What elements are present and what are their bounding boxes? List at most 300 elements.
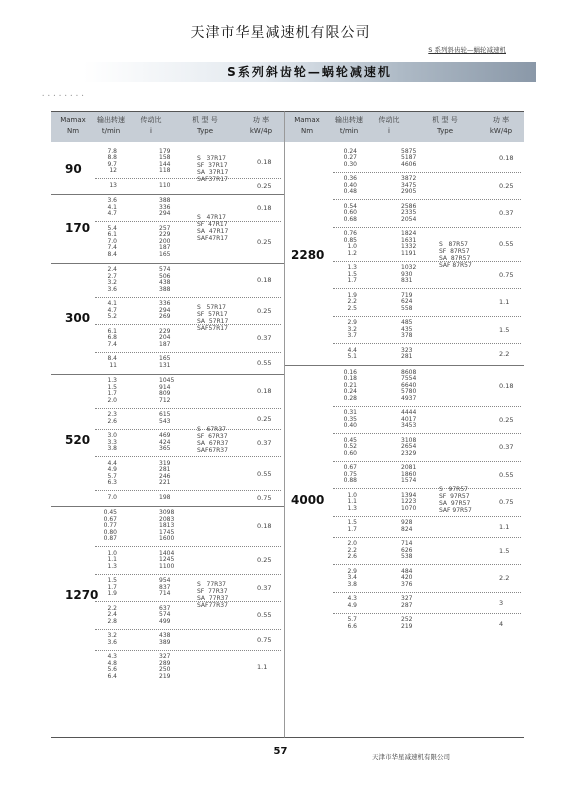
ratio-cell bbox=[159, 510, 174, 543]
ratio-value: 4606 bbox=[401, 160, 417, 168]
ratio-value: 624 bbox=[401, 298, 413, 305]
output-speed-value: 0.45 bbox=[103, 509, 117, 516]
footer-company: 天津市华星减速机有限公司 bbox=[372, 753, 450, 761]
power-value: 0.37 bbox=[499, 443, 514, 452]
output-speed-value: 0.24 bbox=[343, 147, 357, 155]
output-speed-value: 3.6 bbox=[107, 197, 117, 204]
output-speed-cell bbox=[337, 438, 357, 458]
ratio-cell bbox=[401, 370, 416, 403]
ratio-value: 388 bbox=[159, 197, 171, 204]
output-speed-value: 1.2 bbox=[347, 249, 357, 257]
ratio-value: 294 bbox=[159, 306, 171, 314]
ratio-value: 928 bbox=[401, 519, 413, 526]
title-banner bbox=[83, 62, 536, 82]
ratio-cell bbox=[159, 606, 170, 626]
row-divider bbox=[333, 433, 521, 434]
output-speed-value: 0.28 bbox=[343, 394, 357, 402]
row-divider bbox=[333, 564, 521, 565]
power-value: 1.1 bbox=[499, 522, 510, 531]
output-speed-value: 0.67 bbox=[343, 464, 357, 471]
output-speed-cell bbox=[97, 226, 117, 259]
output-speed-value: 0.27 bbox=[343, 154, 357, 161]
output-speed-value: 6.6 bbox=[347, 622, 357, 630]
model-type: SA 77R37 bbox=[197, 595, 229, 602]
ratio-value: 294 bbox=[159, 210, 171, 217]
output-speed-value: 0.87 bbox=[103, 535, 117, 542]
company-name: 天津市华星减速机有限公司 bbox=[190, 25, 371, 41]
ratio-value: 5780 bbox=[401, 388, 417, 395]
ratio-value: 7554 bbox=[401, 375, 417, 382]
output-speed-value: 0.48 bbox=[343, 188, 357, 195]
ratio-value: 438 bbox=[159, 632, 171, 639]
max-torque-value: 170 bbox=[65, 221, 91, 235]
model-type: SA 47R17 bbox=[197, 228, 229, 235]
model-type: SA 57R17 bbox=[197, 318, 229, 325]
row-divider bbox=[333, 343, 521, 344]
row-divider bbox=[333, 461, 521, 462]
header-torque: Mamax Nm bbox=[294, 116, 320, 135]
max-torque-value: 520 bbox=[65, 432, 91, 447]
output-speed-value: 0.30 bbox=[343, 160, 357, 168]
ratio-value: 319 bbox=[159, 459, 171, 467]
output-speed-value: 0.40 bbox=[343, 422, 357, 429]
ratio-value: 336 bbox=[159, 300, 171, 307]
output-speed-value: 2.2 bbox=[347, 298, 357, 305]
ratio-value: 1394 bbox=[401, 491, 417, 499]
output-speed-value: 0.36 bbox=[343, 175, 357, 182]
model-type: SAF77R37 bbox=[197, 602, 228, 609]
max-torque-value: 4000 bbox=[291, 492, 325, 507]
torque-group bbox=[51, 264, 284, 373]
ratio-value: 2329 bbox=[401, 449, 417, 457]
ratio-value: 1745 bbox=[159, 528, 175, 536]
ratio-cell bbox=[159, 433, 170, 453]
output-speed-value: 0.67 bbox=[103, 515, 117, 523]
output-speed-value: 6.3 bbox=[107, 479, 117, 486]
output-speed-value: 4.4 bbox=[347, 346, 357, 354]
ratio-value: 574 bbox=[159, 266, 171, 273]
ratio-value: 281 bbox=[401, 353, 413, 360]
ratio-value: 558 bbox=[401, 304, 413, 312]
model-type-list bbox=[197, 214, 228, 242]
output-speed-value: 1.0 bbox=[347, 243, 357, 250]
output-speed-value: 1.0 bbox=[347, 491, 357, 499]
output-speed-cell bbox=[97, 461, 117, 487]
ratio-value: 1045 bbox=[159, 377, 175, 384]
output-speed-value: 5.7 bbox=[347, 616, 357, 623]
output-speed-value: 0.40 bbox=[343, 181, 357, 189]
torque-group bbox=[51, 507, 284, 684]
ratio-value: 837 bbox=[159, 583, 171, 591]
power-value: 0.18 bbox=[257, 203, 272, 212]
ratio-value: 219 bbox=[159, 672, 171, 680]
output-speed-value: 1.5 bbox=[347, 519, 357, 526]
output-speed-value: 2.6 bbox=[107, 417, 117, 425]
torque-group bbox=[51, 145, 284, 193]
model-type: SAF 87R57 bbox=[439, 261, 472, 269]
ratio-value: 712 bbox=[159, 396, 171, 404]
header-power: 功 率 kW/4p bbox=[249, 116, 273, 135]
output-speed-cell bbox=[97, 578, 117, 598]
power-value: 0.75 bbox=[499, 270, 514, 279]
ratio-value: 954 bbox=[159, 577, 171, 584]
ratio-value: 1404 bbox=[159, 549, 175, 557]
ratio-value: 376 bbox=[401, 580, 413, 588]
ratio-value: 323 bbox=[401, 346, 413, 354]
ratio-value: 6640 bbox=[401, 381, 417, 389]
power-value: 0.55 bbox=[257, 611, 272, 620]
row-divider bbox=[95, 490, 281, 491]
row-divider bbox=[95, 574, 281, 575]
ratio-value: 2054 bbox=[401, 215, 417, 223]
ratio-value: 499 bbox=[159, 617, 171, 625]
ratio-value: 930 bbox=[401, 270, 413, 278]
ratio-value: 2905 bbox=[401, 188, 417, 195]
power-value: 2.2 bbox=[499, 574, 510, 583]
max-torque-value: 300 bbox=[65, 311, 91, 325]
output-speed-cell bbox=[97, 495, 117, 502]
output-speed-value: 6.1 bbox=[107, 231, 117, 238]
ratio-value: 3453 bbox=[401, 422, 417, 429]
ratio-cell bbox=[159, 551, 174, 571]
row-divider bbox=[95, 178, 281, 179]
output-speed-cell bbox=[97, 183, 117, 190]
ratio-cell bbox=[159, 198, 170, 218]
model-type: SF 87R57 bbox=[439, 247, 470, 255]
output-speed-cell bbox=[337, 149, 357, 169]
page-number: 57 bbox=[273, 746, 288, 757]
output-speed-value: 5.2 bbox=[107, 313, 117, 320]
row-divider bbox=[95, 352, 281, 353]
output-speed-value: 1.7 bbox=[107, 390, 117, 397]
ratio-cell bbox=[159, 226, 170, 259]
power-value: 0.55 bbox=[257, 358, 272, 367]
output-speed-cell bbox=[337, 520, 357, 533]
ratio-value: 719 bbox=[401, 291, 413, 299]
output-speed-value: 0.16 bbox=[343, 368, 357, 376]
output-speed-cell bbox=[337, 541, 357, 561]
max-torque-value: 1270 bbox=[65, 588, 99, 602]
power-value: 0.55 bbox=[499, 240, 514, 248]
row-divider bbox=[95, 221, 281, 222]
output-speed-value: 1.9 bbox=[107, 590, 117, 597]
output-speed-value: 6.8 bbox=[107, 334, 117, 341]
ratio-value: 506 bbox=[159, 272, 171, 280]
row-divider bbox=[95, 650, 281, 651]
power-value: 0.25 bbox=[499, 415, 514, 424]
output-speed-value: 0.24 bbox=[343, 388, 357, 395]
header-power: 功 率 kW/4p bbox=[489, 116, 513, 135]
output-speed-value: 1.0 bbox=[107, 549, 117, 557]
model-type-list bbox=[197, 304, 228, 332]
spec-table-left bbox=[51, 111, 284, 738]
power-value: 0.37 bbox=[257, 334, 272, 343]
ratio-value: 1100 bbox=[159, 562, 175, 570]
output-speed-value: 3.8 bbox=[107, 445, 117, 452]
ratio-value: 327 bbox=[159, 653, 171, 660]
output-speed-cell bbox=[337, 176, 357, 196]
power-value: 0.18 bbox=[257, 276, 272, 284]
output-speed-value: 1.9 bbox=[347, 291, 357, 299]
ratio-cell bbox=[159, 412, 170, 425]
output-speed-value: 0.54 bbox=[343, 202, 357, 210]
output-speed-value: 11 bbox=[109, 361, 117, 369]
output-speed-value: 4.9 bbox=[107, 466, 117, 473]
output-speed-cell bbox=[97, 433, 117, 453]
ratio-value: 615 bbox=[159, 411, 171, 418]
output-speed-value: 5.1 bbox=[347, 353, 357, 360]
output-speed-cell bbox=[97, 149, 117, 175]
series-subtitle: S 系列斜齿轮—蜗轮减速机 bbox=[428, 46, 506, 54]
ratio-cell bbox=[159, 378, 174, 404]
output-speed-value: 2.9 bbox=[347, 319, 357, 326]
power-value: 0.25 bbox=[257, 237, 272, 246]
power-value: 1.1 bbox=[499, 298, 510, 307]
output-speed-value: 1.7 bbox=[107, 583, 117, 591]
output-speed-cell bbox=[337, 617, 357, 630]
output-speed-value: 0.85 bbox=[343, 236, 357, 244]
output-speed-value: 0.52 bbox=[343, 443, 357, 450]
output-speed-cell bbox=[97, 378, 117, 404]
model-type: S 37R17 bbox=[197, 154, 226, 162]
ratio-value: 714 bbox=[159, 590, 171, 597]
row-divider bbox=[333, 592, 521, 593]
ratio-value: 2654 bbox=[401, 443, 417, 450]
output-speed-value: 4.3 bbox=[107, 653, 117, 660]
output-speed-value: 1.5 bbox=[347, 270, 357, 278]
output-speed-cell bbox=[337, 293, 357, 313]
output-speed-value: 1.1 bbox=[107, 556, 117, 563]
ratio-value: 809 bbox=[159, 390, 171, 397]
model-type: SF 37R17 bbox=[197, 161, 228, 169]
power-value: 3 bbox=[499, 598, 504, 607]
ratio-cell bbox=[401, 265, 416, 285]
power-value: 0.37 bbox=[499, 209, 514, 218]
output-speed-value: 2.0 bbox=[107, 396, 117, 404]
row-divider bbox=[333, 288, 521, 289]
ratio-value: 626 bbox=[401, 546, 413, 554]
header-torque: Mamax Nm bbox=[60, 116, 86, 135]
spec-table-right bbox=[284, 111, 524, 738]
output-speed-cell bbox=[337, 410, 357, 430]
ratio-value: 388 bbox=[159, 285, 171, 293]
ratio-value: 3872 bbox=[401, 175, 417, 182]
ratio-value: 1332 bbox=[401, 243, 417, 250]
ratio-cell bbox=[401, 231, 416, 257]
ratio-value: 1631 bbox=[401, 236, 417, 244]
ratio-cell bbox=[159, 356, 170, 369]
max-torque-value: 90 bbox=[65, 161, 82, 176]
ratio-cell bbox=[401, 596, 412, 609]
ratio-value: 1032 bbox=[401, 264, 417, 271]
output-speed-value: 0.75 bbox=[343, 470, 357, 478]
ratio-value: 287 bbox=[401, 601, 413, 609]
ratio-value: 144 bbox=[159, 160, 171, 168]
model-type: S 97R57 bbox=[439, 485, 468, 493]
ratio-cell bbox=[159, 633, 170, 646]
output-speed-value: 3.4 bbox=[347, 574, 357, 581]
output-speed-value: 1.5 bbox=[107, 383, 117, 391]
ratio-value: 327 bbox=[401, 595, 413, 602]
ratio-value: 281 bbox=[159, 466, 171, 473]
power-value: 0.25 bbox=[499, 181, 514, 190]
model-type: SF 77R37 bbox=[197, 588, 228, 595]
ratio-value: 110 bbox=[159, 181, 171, 189]
output-speed-value: 5.6 bbox=[107, 666, 117, 673]
ratio-cell bbox=[159, 578, 170, 598]
power-value: 0.75 bbox=[499, 498, 514, 507]
ratio-value: 158 bbox=[159, 154, 171, 161]
row-divider bbox=[333, 516, 521, 517]
output-speed-value: 0.21 bbox=[343, 381, 357, 389]
ratio-cell bbox=[401, 493, 416, 513]
ratio-value: 229 bbox=[159, 231, 171, 238]
ratio-value: 485 bbox=[401, 319, 413, 326]
output-speed-value: 8.8 bbox=[107, 154, 117, 161]
ratio-value: 2081 bbox=[401, 464, 417, 471]
power-value: 0.18 bbox=[257, 157, 272, 166]
ratio-value: 365 bbox=[159, 445, 171, 452]
model-type-list bbox=[439, 241, 472, 269]
output-speed-value: 4.3 bbox=[347, 595, 357, 602]
row-divider bbox=[333, 199, 521, 200]
banner-title: S系列斜齿轮—蜗轮减速机 bbox=[227, 65, 392, 79]
ratio-value: 637 bbox=[159, 604, 171, 612]
model-type: SA 67R37 bbox=[197, 439, 229, 447]
ratio-value: 289 bbox=[159, 659, 171, 667]
output-speed-value: 2.0 bbox=[347, 540, 357, 547]
ratio-value: 424 bbox=[159, 438, 171, 446]
power-value: 2.2 bbox=[499, 350, 510, 358]
power-value: 0.18 bbox=[499, 154, 514, 163]
output-speed-value: 2.5 bbox=[347, 304, 357, 312]
output-speed-value: 2.4 bbox=[107, 266, 117, 273]
model-type: SF 57R17 bbox=[197, 311, 228, 318]
ratio-value: 179 bbox=[159, 147, 171, 155]
model-type: SAF37R17 bbox=[197, 175, 228, 183]
output-speed-value: 2.6 bbox=[347, 553, 357, 560]
ratio-value: 165 bbox=[159, 250, 171, 258]
header-type: 机 型 号 Type bbox=[432, 116, 458, 135]
ratio-cell bbox=[401, 410, 416, 430]
row-divider bbox=[333, 406, 521, 407]
power-value: 1.5 bbox=[499, 546, 510, 555]
power-value: 0.37 bbox=[257, 583, 272, 592]
ratio-value: 435 bbox=[401, 325, 413, 333]
power-value: 0.18 bbox=[499, 381, 514, 390]
output-speed-value: 0.77 bbox=[103, 522, 117, 529]
ratio-value: 2586 bbox=[401, 202, 417, 210]
torque-group bbox=[285, 145, 524, 364]
ratio-value: 484 bbox=[401, 567, 413, 575]
power-value: 1.1 bbox=[257, 663, 268, 671]
output-speed-value: 4.7 bbox=[107, 306, 117, 314]
output-speed-value: 1.3 bbox=[107, 377, 117, 384]
output-speed-value: 1.1 bbox=[347, 498, 357, 505]
ratio-value: 165 bbox=[159, 355, 171, 362]
output-speed-value: 2.9 bbox=[347, 567, 357, 575]
row-divider bbox=[95, 601, 281, 602]
power-value: 0.55 bbox=[257, 469, 272, 478]
output-speed-value: 0.88 bbox=[343, 477, 357, 484]
ratio-value: 3108 bbox=[401, 436, 417, 444]
ratio-value: 1245 bbox=[159, 556, 175, 563]
ratio-cell bbox=[401, 438, 416, 458]
row-divider bbox=[95, 546, 281, 547]
table-header-left bbox=[51, 112, 284, 142]
row-divider bbox=[333, 316, 521, 317]
ratio-value: 3098 bbox=[159, 509, 175, 516]
ratio-value: 1860 bbox=[401, 470, 417, 478]
header-speed: 输出转速 t/min bbox=[335, 116, 363, 135]
header-speed: 输出转速 t/min bbox=[97, 116, 125, 135]
ratio-value: 420 bbox=[401, 574, 413, 581]
output-speed-value: 1.3 bbox=[107, 562, 117, 570]
ratio-value: 389 bbox=[159, 638, 171, 646]
output-speed-value: 0.60 bbox=[343, 209, 357, 216]
ratio-cell bbox=[401, 204, 416, 224]
ratio-value: 914 bbox=[159, 383, 171, 391]
output-speed-value: 2.3 bbox=[107, 411, 117, 418]
output-speed-value: 1.3 bbox=[347, 504, 357, 512]
output-speed-cell bbox=[97, 412, 117, 425]
row-divider bbox=[95, 629, 281, 630]
ratio-value: 336 bbox=[159, 203, 171, 211]
output-speed-value: 7.0 bbox=[107, 493, 117, 501]
output-speed-value: 0.35 bbox=[343, 415, 357, 423]
output-speed-value: 7.4 bbox=[107, 244, 117, 251]
model-type: S 57R17 bbox=[197, 304, 226, 311]
output-speed-value: 5.7 bbox=[107, 472, 117, 480]
row-divider bbox=[95, 408, 281, 409]
output-speed-value: 7.0 bbox=[107, 237, 117, 245]
header-type: 机 型 号 Type bbox=[192, 116, 218, 135]
output-speed-value: 2.8 bbox=[107, 617, 117, 625]
ratio-cell bbox=[401, 320, 412, 340]
ratio-value: 204 bbox=[159, 334, 171, 341]
ratio-value: 229 bbox=[159, 327, 171, 335]
ratio-value: 1223 bbox=[401, 498, 417, 505]
model-type: SA 97R57 bbox=[439, 499, 471, 507]
row-divider bbox=[333, 227, 521, 228]
output-speed-value: 3.2 bbox=[107, 279, 117, 286]
ratio-value: 4017 bbox=[401, 415, 417, 423]
ratio-value: 198 bbox=[159, 493, 171, 501]
power-value: 0.75 bbox=[257, 493, 272, 502]
output-speed-value: 2.2 bbox=[107, 604, 117, 612]
model-type: SA 37R17 bbox=[197, 168, 229, 176]
output-speed-value: 4.8 bbox=[107, 659, 117, 667]
ratio-cell bbox=[401, 569, 412, 589]
output-speed-value: 0.80 bbox=[103, 528, 117, 536]
decorative-dots: • • • • • • • • bbox=[42, 93, 85, 98]
ratio-cell bbox=[159, 329, 170, 349]
torque-group bbox=[51, 375, 284, 505]
output-speed-value: 8.4 bbox=[107, 355, 117, 362]
output-speed-cell bbox=[337, 204, 357, 224]
output-speed-value: 0.60 bbox=[343, 449, 357, 457]
output-speed-value: 4.1 bbox=[107, 300, 117, 307]
row-divider bbox=[95, 429, 281, 430]
output-speed-value: 4.7 bbox=[107, 210, 117, 217]
ratio-value: 200 bbox=[159, 237, 171, 245]
ratio-value: 257 bbox=[159, 224, 171, 232]
ratio-cell bbox=[401, 176, 416, 196]
model-type: S 87R57 bbox=[439, 240, 468, 248]
power-value: 0.25 bbox=[257, 556, 272, 565]
ratio-cell bbox=[159, 301, 170, 321]
output-speed-cell bbox=[337, 320, 357, 340]
